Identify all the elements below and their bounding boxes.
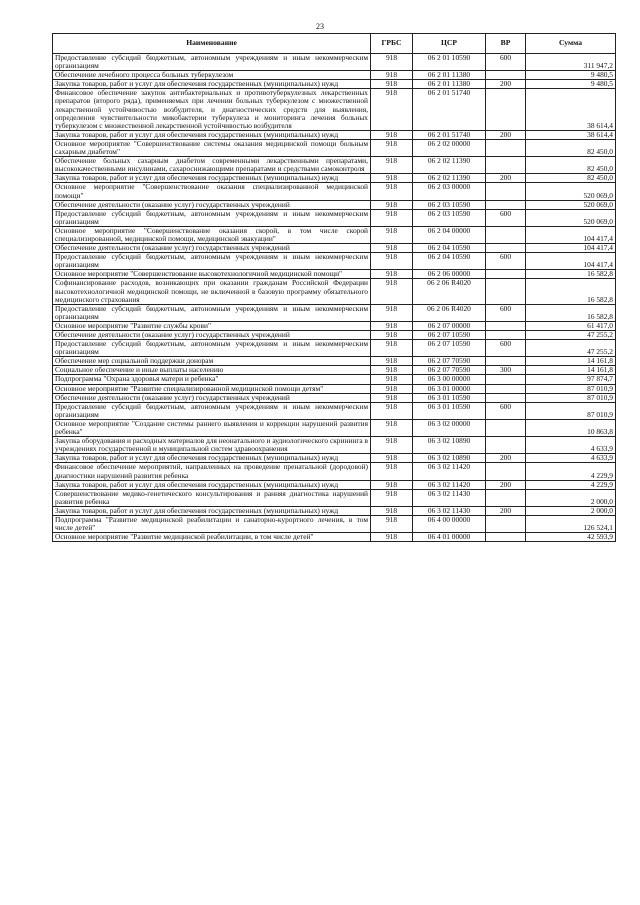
row-csr-cell: 06 4 01 00000 [413, 533, 486, 542]
row-name-cell: Обеспечение больных сахарным диабетом современными лекарственными препаратами, высококачественными инсулинами, сахароснижающими препаратами и средствами самоконтроля [53, 157, 371, 174]
row-name-cell: Предоставление субсидий бюджетным, автономным учреждениям и иным некоммерческим организациям [53, 54, 371, 71]
row-csr-cell: 06 3 02 00000 [413, 419, 486, 436]
row-grbs-cell: 918 [371, 533, 413, 542]
row-name-cell: Обеспечение деятельности (оказание услуг) государственных учреждений [53, 331, 371, 340]
row-sum-cell: 16 582,8 [526, 270, 616, 279]
row-name-cell: Основное мероприятие "Совершенствование высокотехнологичной медицинской помощи" [53, 270, 371, 279]
table-row [53, 331, 616, 340]
table-row [53, 304, 616, 321]
row-sum-cell: 87 010,9 [526, 384, 616, 393]
row-csr-cell: 06 3 02 11430 [413, 506, 486, 515]
row-sum-cell: 10 863,8 [526, 419, 616, 436]
row-vr-cell [486, 157, 526, 174]
table-row [53, 71, 616, 80]
row-sum-cell: 97 874,7 [526, 375, 616, 384]
budget-table [52, 33, 616, 542]
row-grbs-cell: 918 [371, 200, 413, 209]
row-vr-cell [486, 393, 526, 402]
row-grbs-cell: 918 [371, 393, 413, 402]
row-csr-cell: 06 2 04 00000 [413, 226, 486, 243]
row-grbs-cell: 918 [371, 489, 413, 506]
row-name-cell: Основное мероприятие "Создание системы раннего выявления и коррекции нарушений развития ребенка" [53, 419, 371, 436]
row-sum-cell: 87 010,9 [526, 402, 616, 419]
row-csr-cell: 06 2 06 00000 [413, 270, 486, 279]
table-row [53, 375, 616, 384]
row-name-cell: Закупка товаров, работ и услуг для обеспечения государственных (муниципальных) нужд [53, 80, 371, 89]
row-grbs-cell: 918 [371, 340, 413, 357]
table-row [53, 89, 616, 130]
row-vr-cell: 200 [486, 480, 526, 489]
row-sum-cell: 16 582,8 [526, 279, 616, 304]
row-grbs-cell: 918 [371, 183, 413, 200]
row-csr-cell: 06 2 02 11390 [413, 157, 486, 174]
table-row [53, 157, 616, 174]
row-csr-cell: 06 2 01 11380 [413, 71, 486, 80]
row-name-cell: Предоставление субсидий бюджетным, автономным учреждениям и иным некоммерческим организациям [53, 304, 371, 321]
table-row [53, 463, 616, 480]
row-sum-cell: 126 524,1 [526, 515, 616, 532]
row-csr-cell: 06 2 01 10590 [413, 54, 486, 71]
row-vr-cell [486, 489, 526, 506]
row-name-cell: Закупка товаров, работ и услуг для обеспечения государственных (муниципальных) нужд [53, 454, 371, 463]
row-csr-cell: 06 2 03 00000 [413, 183, 486, 200]
row-name-cell: Предоставление субсидий бюджетным, автономным учреждениям и иным некоммерческим организациям [53, 402, 371, 419]
row-vr-cell [486, 533, 526, 542]
row-sum-cell: 14 161,8 [526, 357, 616, 366]
table-row [53, 402, 616, 419]
row-grbs-cell: 918 [371, 71, 413, 80]
row-name-cell: Обеспечение деятельности (оказание услуг) государственных учреждений [53, 244, 371, 253]
row-vr-cell: 200 [486, 454, 526, 463]
row-grbs-cell: 918 [371, 174, 413, 183]
row-grbs-cell: 918 [371, 366, 413, 375]
row-vr-cell [486, 375, 526, 384]
table-row [53, 340, 616, 357]
row-name-cell: Финансовое обеспечение закупок антибактериальных и противотуберкулезных лекарственных препаратов (второго ряда), применяемых при лечении больных туберкулезом с множественной лекарственной устойчивостью возбудителя, и диагностических средств для выявления, определения чувствительности микобактерии туберкулеза и мониторинга лечения больных туберкулезом с множественной лекарственной устойчивостью возбудителя [53, 89, 371, 130]
table-row [53, 80, 616, 89]
row-grbs-cell: 918 [371, 270, 413, 279]
table-row [53, 139, 616, 156]
table-row [53, 489, 616, 506]
row-csr-cell: 06 2 03 10590 [413, 200, 486, 209]
row-grbs-cell: 918 [371, 357, 413, 366]
table-row [53, 54, 616, 71]
row-name-cell: Закупка товаров, работ и услуг для обеспечения государственных (муниципальных) нужд [53, 174, 371, 183]
row-sum-cell: 2 000,0 [526, 489, 616, 506]
row-name-cell: Обеспечение мер социальной поддержки донорам [53, 357, 371, 366]
row-sum-cell: 38 614,4 [526, 89, 616, 130]
row-grbs-cell: 918 [371, 375, 413, 384]
table-row [53, 321, 616, 330]
row-vr-cell [486, 331, 526, 340]
row-sum-cell: 61 417,0 [526, 321, 616, 330]
row-csr-cell: 06 3 02 10890 [413, 437, 486, 454]
row-csr-cell: 06 2 07 10590 [413, 340, 486, 357]
row-sum-cell: 104 417,4 [526, 253, 616, 270]
row-grbs-cell: 918 [371, 157, 413, 174]
row-name-cell: Обеспечение лечебного процесса больных туберкулезом [53, 71, 371, 80]
row-sum-cell: 82 450,0 [526, 157, 616, 174]
row-grbs-cell: 918 [371, 80, 413, 89]
header-grbs: ГРБС [371, 34, 413, 54]
row-vr-cell [486, 71, 526, 80]
row-grbs-cell: 918 [371, 402, 413, 419]
row-vr-cell: 600 [486, 209, 526, 226]
row-sum-cell: 16 582,8 [526, 304, 616, 321]
header-name: Наименование [53, 34, 371, 54]
row-name-cell: Закупка товаров, работ и услуг для обеспечения государственных (муниципальных) нужд [53, 506, 371, 515]
row-vr-cell [486, 515, 526, 532]
row-name-cell: Закупка товаров, работ и услуг для обеспечения государственных (муниципальных) нужд [53, 130, 371, 139]
row-name-cell: Предоставление субсидий бюджетным, автономным учреждениям и иным некоммерческим организациям [53, 209, 371, 226]
row-name-cell: Предоставление субсидий бюджетным, автономным учреждениям и иным некоммерческим организациям [53, 340, 371, 357]
row-sum-cell: 82 450,0 [526, 139, 616, 156]
row-grbs-cell: 918 [371, 331, 413, 340]
row-sum-cell: 4 633,9 [526, 437, 616, 454]
row-csr-cell: 06 2 07 70590 [413, 366, 486, 375]
row-name-cell: Основное мероприятие "Совершенствование оказания скорой, в том числе скорой специализированной, медицинской помощи, медицинской эвакуации" [53, 226, 371, 243]
row-sum-cell: 47 255,2 [526, 331, 616, 340]
row-vr-cell [486, 183, 526, 200]
row-sum-cell: 311 947,2 [526, 54, 616, 71]
header-sum: Сумма [526, 34, 616, 54]
row-sum-cell: 4 229,9 [526, 480, 616, 489]
row-sum-cell: 38 614,4 [526, 130, 616, 139]
row-vr-cell [486, 244, 526, 253]
row-name-cell: Основное мероприятие "Развитие медицинской реабилитации, в том числе детей" [53, 533, 371, 542]
row-vr-cell: 600 [486, 402, 526, 419]
row-csr-cell: 06 3 02 10890 [413, 454, 486, 463]
row-csr-cell: 06 2 01 11380 [413, 80, 486, 89]
header-csr: ЦСР [413, 34, 486, 54]
row-sum-cell: 9 480,5 [526, 71, 616, 80]
row-grbs-cell: 918 [371, 480, 413, 489]
row-csr-cell: 06 2 04 10590 [413, 253, 486, 270]
row-name-cell: Финансовое обеспечение мероприятий, направленных на проведение пренатальной (дородовой) диагностики нарушений развития ребенка [53, 463, 371, 480]
table-body [53, 54, 616, 542]
row-vr-cell [486, 226, 526, 243]
table-row [53, 244, 616, 253]
row-sum-cell: 104 417,4 [526, 226, 616, 243]
row-grbs-cell: 918 [371, 209, 413, 226]
table-row [53, 270, 616, 279]
row-vr-cell [486, 463, 526, 480]
row-name-cell: Обеспечение деятельности (оказание услуг) государственных учреждений [53, 393, 371, 402]
row-vr-cell [486, 89, 526, 130]
row-vr-cell: 600 [486, 340, 526, 357]
row-vr-cell [486, 384, 526, 393]
row-csr-cell: 06 2 07 70590 [413, 357, 486, 366]
row-vr-cell: 200 [486, 174, 526, 183]
row-name-cell: Софинансирование расходов, возникающих при оказании гражданам Российской Федерации высокотехнологичной медицинской помощи, не включенной в базовую программу обязательного медицинского страхования [53, 279, 371, 304]
row-vr-cell [486, 270, 526, 279]
row-sum-cell: 9 480,5 [526, 80, 616, 89]
row-grbs-cell: 918 [371, 54, 413, 71]
row-name-cell: Социальное обеспечение и иные выплаты населению [53, 366, 371, 375]
row-sum-cell: 42 593,9 [526, 533, 616, 542]
table-row [53, 437, 616, 454]
row-csr-cell: 06 2 02 11390 [413, 174, 486, 183]
row-name-cell: Предоставление субсидий бюджетным, автономным учреждениям и иным некоммерческим организациям [53, 253, 371, 270]
row-grbs-cell: 918 [371, 253, 413, 270]
row-vr-cell: 200 [486, 506, 526, 515]
row-name-cell: Основное мероприятие "Совершенствование оказания специализированной медицинской помощи" [53, 183, 371, 200]
row-sum-cell: 4 229,9 [526, 463, 616, 480]
row-grbs-cell: 918 [371, 506, 413, 515]
row-grbs-cell: 918 [371, 321, 413, 330]
row-sum-cell: 14 161,8 [526, 366, 616, 375]
row-name-cell: Основное мероприятие "Развитие специализированной медицинской помощи детям" [53, 384, 371, 393]
row-csr-cell: 06 3 01 10590 [413, 393, 486, 402]
row-vr-cell [486, 279, 526, 304]
row-csr-cell: 06 2 04 10590 [413, 244, 486, 253]
row-sum-cell: 2 000,0 [526, 506, 616, 515]
table-row [53, 130, 616, 139]
table-row [53, 533, 616, 542]
row-vr-cell [486, 139, 526, 156]
row-grbs-cell: 918 [371, 226, 413, 243]
row-csr-cell: 06 2 02 00000 [413, 139, 486, 156]
header-row [53, 34, 616, 54]
table-row [53, 209, 616, 226]
table-row [53, 279, 616, 304]
row-grbs-cell: 918 [371, 130, 413, 139]
row-grbs-cell: 918 [371, 437, 413, 454]
row-sum-cell: 47 255,2 [526, 340, 616, 357]
row-sum-cell: 87 010,9 [526, 393, 616, 402]
row-vr-cell: 200 [486, 130, 526, 139]
row-csr-cell: 06 2 07 00000 [413, 321, 486, 330]
row-name-cell: Обеспечение деятельности (оказание услуг) государственных учреждений [53, 200, 371, 209]
table-row [53, 226, 616, 243]
table-row [53, 174, 616, 183]
row-vr-cell [486, 357, 526, 366]
row-sum-cell: 4 633,9 [526, 454, 616, 463]
row-grbs-cell: 918 [371, 139, 413, 156]
row-vr-cell [486, 437, 526, 454]
table-row [53, 357, 616, 366]
row-csr-cell: 06 2 06 R4020 [413, 304, 486, 321]
table-row [53, 200, 616, 209]
table-row [53, 384, 616, 393]
table-row [53, 480, 616, 489]
row-sum-cell: 520 069,0 [526, 183, 616, 200]
row-vr-cell: 300 [486, 366, 526, 375]
table-row [53, 253, 616, 270]
row-csr-cell: 06 3 02 11420 [413, 480, 486, 489]
row-vr-cell: 600 [486, 54, 526, 71]
table-row [53, 419, 616, 436]
row-csr-cell: 06 2 01 51740 [413, 89, 486, 130]
row-name-cell: Основное мероприятие "Развитие службы крови" [53, 321, 371, 330]
row-name-cell: Закупка товаров, работ и услуг для обеспечения государственных (муниципальных) нужд [53, 480, 371, 489]
row-name-cell: Подпрограмма "Развитие медицинской реабилитации и санаторно-курортного лечения, в том числе детей" [53, 515, 371, 532]
table-row [53, 366, 616, 375]
row-csr-cell: 06 4 00 00000 [413, 515, 486, 532]
row-csr-cell: 06 3 01 10590 [413, 402, 486, 419]
row-csr-cell: 06 3 01 00000 [413, 384, 486, 393]
table-row [53, 454, 616, 463]
row-name-cell: Закупка оборудования и расходных материалов для неонатального и аудиологического скрининга в учреждениях государственной и муниципальной систем здравоохранения [53, 437, 371, 454]
row-name-cell: Совершенствование медико-генетического консультирования и ранняя диагностика нарушений развития ребенка [53, 489, 371, 506]
table-row [53, 183, 616, 200]
row-vr-cell: 200 [486, 80, 526, 89]
row-grbs-cell: 918 [371, 419, 413, 436]
header-vr: ВР [486, 34, 526, 54]
row-csr-cell: 06 2 06 R4020 [413, 279, 486, 304]
row-grbs-cell: 918 [371, 515, 413, 532]
row-name-cell: Основное мероприятие "Совершенствование системы оказания медицинской помощи больным сахарным диабетом" [53, 139, 371, 156]
row-vr-cell [486, 321, 526, 330]
row-grbs-cell: 918 [371, 463, 413, 480]
table-row [53, 393, 616, 402]
row-vr-cell [486, 419, 526, 436]
row-name-cell: Подпрограмма "Охрана здоровья матери и ребенка" [53, 375, 371, 384]
row-grbs-cell: 918 [371, 244, 413, 253]
row-sum-cell: 82 450,0 [526, 174, 616, 183]
row-sum-cell: 520 069,0 [526, 209, 616, 226]
row-csr-cell: 06 2 07 10590 [413, 331, 486, 340]
row-vr-cell [486, 200, 526, 209]
row-grbs-cell: 918 [371, 89, 413, 130]
row-sum-cell: 104 417,4 [526, 244, 616, 253]
row-grbs-cell: 918 [371, 454, 413, 463]
row-vr-cell: 600 [486, 304, 526, 321]
row-csr-cell: 06 3 02 11430 [413, 489, 486, 506]
row-grbs-cell: 918 [371, 384, 413, 393]
row-csr-cell: 06 3 00 00000 [413, 375, 486, 384]
row-grbs-cell: 918 [371, 304, 413, 321]
row-csr-cell: 06 2 03 10590 [413, 209, 486, 226]
row-csr-cell: 06 2 01 51740 [413, 130, 486, 139]
row-sum-cell: 520 069,0 [526, 200, 616, 209]
row-csr-cell: 06 3 02 11420 [413, 463, 486, 480]
table-row [53, 506, 616, 515]
row-grbs-cell: 918 [371, 279, 413, 304]
page-number: 23 [316, 22, 324, 31]
row-vr-cell: 600 [486, 253, 526, 270]
table-row [53, 515, 616, 532]
